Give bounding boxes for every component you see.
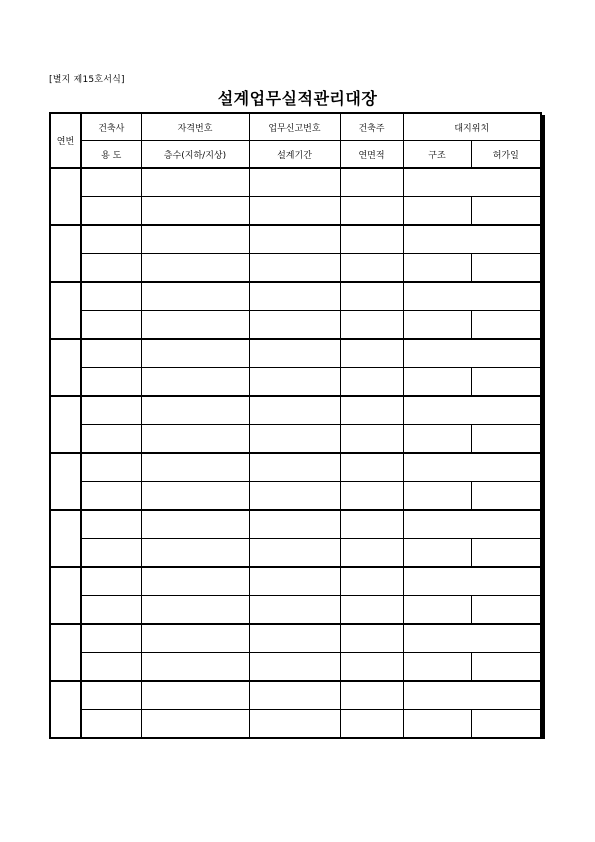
record-report-number-cell[interactable] [249, 567, 340, 596]
record-site-location-cell[interactable] [403, 510, 541, 539]
record-serial-no-cell[interactable] [50, 567, 81, 624]
header-site-location: 대지위치 [403, 113, 541, 141]
record-license-number-cell[interactable] [141, 168, 249, 197]
record-client-cell[interactable] [340, 510, 403, 539]
record-serial-no-cell[interactable] [50, 453, 81, 510]
record-architect-cell[interactable] [81, 168, 141, 197]
record-floors-cell[interactable] [141, 653, 249, 682]
record-report-number-cell[interactable] [249, 168, 340, 197]
record-site-location-cell[interactable] [403, 168, 541, 197]
record-row-bottom [50, 368, 541, 397]
record-total-area-cell[interactable] [340, 368, 403, 397]
record-architect-cell[interactable] [81, 510, 141, 539]
record-permit-date-cell[interactable] [471, 254, 541, 283]
record-design-period-cell[interactable] [249, 197, 340, 226]
record-client-cell[interactable] [340, 681, 403, 710]
record-row-top [50, 225, 541, 254]
record-design-period-cell[interactable] [249, 539, 340, 568]
header-report-number: 업무신고번호 [249, 113, 340, 141]
record-structure-cell[interactable] [403, 539, 471, 568]
header-use: 용 도 [81, 141, 141, 169]
record-client-cell[interactable] [340, 225, 403, 254]
record-structure-cell[interactable] [403, 596, 471, 625]
header-total-floor-area: 연면적 [340, 141, 403, 169]
record-serial-no-cell[interactable] [50, 681, 81, 738]
record-structure-cell[interactable] [403, 254, 471, 283]
record-permit-date-cell[interactable] [471, 596, 541, 625]
header-row-2 [50, 141, 541, 169]
design-record-ledger-table [49, 112, 542, 739]
record-design-period-cell[interactable] [249, 254, 340, 283]
record-row-bottom [50, 425, 541, 454]
record-row-bottom [50, 539, 541, 568]
record-total-area-cell[interactable] [340, 710, 403, 739]
record-license-number-cell[interactable] [141, 225, 249, 254]
record-architect-cell[interactable] [81, 339, 141, 368]
record-total-area-cell[interactable] [340, 596, 403, 625]
record-use-cell[interactable] [81, 254, 141, 283]
record-row-top [50, 168, 541, 197]
record-license-number-cell[interactable] [141, 624, 249, 653]
record-row-top [50, 510, 541, 539]
header-row-1 [50, 113, 541, 141]
record-client-cell[interactable] [340, 624, 403, 653]
header-floors: 층수(지하/지상) [141, 141, 249, 169]
record-site-location-cell[interactable] [403, 567, 541, 596]
record-use-cell[interactable] [81, 368, 141, 397]
record-floors-cell[interactable] [141, 197, 249, 226]
form-number-label: [별지 제15호서식] [49, 75, 125, 85]
record-floors-cell[interactable] [141, 596, 249, 625]
record-serial-no-cell[interactable] [50, 225, 81, 282]
record-permit-date-cell[interactable] [471, 482, 541, 511]
record-permit-date-cell[interactable] [471, 710, 541, 739]
record-use-cell[interactable] [81, 710, 141, 739]
record-client-cell[interactable] [340, 567, 403, 596]
record-license-number-cell[interactable] [141, 567, 249, 596]
record-structure-cell[interactable] [403, 482, 471, 511]
record-row-top [50, 339, 541, 368]
record-design-period-cell[interactable] [249, 710, 340, 739]
record-row-top [50, 624, 541, 653]
record-permit-date-cell[interactable] [471, 311, 541, 340]
record-row-bottom [50, 596, 541, 625]
record-floors-cell[interactable] [141, 425, 249, 454]
record-client-cell[interactable] [340, 168, 403, 197]
record-client-cell[interactable] [340, 339, 403, 368]
page-title: 설계업무실적관리대장 [217, 89, 378, 108]
record-serial-no-cell[interactable] [50, 168, 81, 225]
record-permit-date-cell[interactable] [471, 197, 541, 226]
record-site-location-cell[interactable] [403, 339, 541, 368]
record-design-period-cell[interactable] [249, 653, 340, 682]
record-total-area-cell[interactable] [340, 482, 403, 511]
record-use-cell[interactable] [81, 596, 141, 625]
record-use-cell[interactable] [81, 425, 141, 454]
record-total-area-cell[interactable] [340, 254, 403, 283]
header-permit-date: 허가일 [471, 141, 541, 169]
record-report-number-cell[interactable] [249, 339, 340, 368]
record-total-area-cell[interactable] [340, 425, 403, 454]
record-client-cell[interactable] [340, 453, 403, 482]
record-row-top [50, 567, 541, 596]
header-design-period: 설계기간 [249, 141, 340, 169]
record-row-bottom [50, 254, 541, 283]
record-floors-cell[interactable] [141, 539, 249, 568]
record-row-bottom [50, 710, 541, 739]
record-report-number-cell[interactable] [249, 510, 340, 539]
record-serial-no-cell[interactable] [50, 624, 81, 681]
record-serial-no-cell[interactable] [50, 396, 81, 453]
record-report-number-cell[interactable] [249, 225, 340, 254]
record-use-cell[interactable] [81, 653, 141, 682]
record-serial-no-cell[interactable] [50, 282, 81, 339]
header-architect: 건축사 [81, 113, 141, 141]
record-row-bottom [50, 311, 541, 340]
record-structure-cell[interactable] [403, 368, 471, 397]
header-serial-no: 연번 [50, 113, 81, 168]
record-site-location-cell[interactable] [403, 681, 541, 710]
record-design-period-cell[interactable] [249, 482, 340, 511]
record-architect-cell[interactable] [81, 396, 141, 425]
record-architect-cell[interactable] [81, 624, 141, 653]
record-site-location-cell[interactable] [403, 624, 541, 653]
header-license-number: 자격번호 [141, 113, 249, 141]
record-use-cell[interactable] [81, 197, 141, 226]
record-architect-cell[interactable] [81, 453, 141, 482]
record-license-number-cell[interactable] [141, 681, 249, 710]
record-total-area-cell[interactable] [340, 197, 403, 226]
record-license-number-cell[interactable] [141, 453, 249, 482]
record-client-cell[interactable] [340, 282, 403, 311]
record-site-location-cell[interactable] [403, 453, 541, 482]
record-row-top [50, 282, 541, 311]
record-total-area-cell[interactable] [340, 311, 403, 340]
record-use-cell[interactable] [81, 482, 141, 511]
record-license-number-cell[interactable] [141, 510, 249, 539]
record-structure-cell[interactable] [403, 653, 471, 682]
record-row-bottom [50, 482, 541, 511]
record-row-top [50, 681, 541, 710]
record-structure-cell[interactable] [403, 710, 471, 739]
record-row-bottom [50, 653, 541, 682]
header-structure: 구조 [403, 141, 471, 169]
record-structure-cell[interactable] [403, 311, 471, 340]
record-architect-cell[interactable] [81, 282, 141, 311]
record-total-area-cell[interactable] [340, 539, 403, 568]
record-floors-cell[interactable] [141, 254, 249, 283]
record-permit-date-cell[interactable] [471, 539, 541, 568]
record-design-period-cell[interactable] [249, 425, 340, 454]
record-use-cell[interactable] [81, 311, 141, 340]
record-row-top [50, 396, 541, 425]
record-license-number-cell[interactable] [141, 396, 249, 425]
record-design-period-cell[interactable] [249, 596, 340, 625]
record-design-period-cell[interactable] [249, 368, 340, 397]
record-row-top [50, 453, 541, 482]
record-license-number-cell[interactable] [141, 282, 249, 311]
record-license-number-cell[interactable] [141, 339, 249, 368]
header-client: 건축주 [340, 113, 403, 141]
record-serial-no-cell[interactable] [50, 510, 81, 567]
record-use-cell[interactable] [81, 539, 141, 568]
record-client-cell[interactable] [340, 396, 403, 425]
record-architect-cell[interactable] [81, 681, 141, 710]
record-row-bottom [50, 197, 541, 226]
record-permit-date-cell[interactable] [471, 653, 541, 682]
record-report-number-cell[interactable] [249, 453, 340, 482]
record-floors-cell[interactable] [141, 710, 249, 739]
record-structure-cell[interactable] [403, 197, 471, 226]
record-floors-cell[interactable] [141, 311, 249, 340]
record-report-number-cell[interactable] [249, 681, 340, 710]
record-site-location-cell[interactable] [403, 282, 541, 311]
record-floors-cell[interactable] [141, 482, 249, 511]
record-report-number-cell[interactable] [249, 282, 340, 311]
record-report-number-cell[interactable] [249, 396, 340, 425]
record-total-area-cell[interactable] [340, 653, 403, 682]
record-permit-date-cell[interactable] [471, 368, 541, 397]
record-site-location-cell[interactable] [403, 225, 541, 254]
record-architect-cell[interactable] [81, 225, 141, 254]
record-floors-cell[interactable] [141, 368, 249, 397]
record-report-number-cell[interactable] [249, 624, 340, 653]
record-permit-date-cell[interactable] [471, 425, 541, 454]
record-serial-no-cell[interactable] [50, 339, 81, 396]
record-site-location-cell[interactable] [403, 396, 541, 425]
record-structure-cell[interactable] [403, 425, 471, 454]
record-architect-cell[interactable] [81, 567, 141, 596]
record-design-period-cell[interactable] [249, 311, 340, 340]
